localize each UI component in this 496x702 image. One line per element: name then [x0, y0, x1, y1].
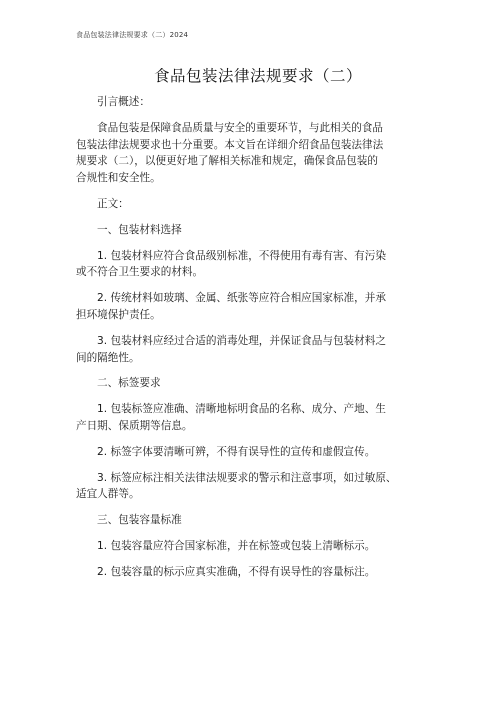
paragraph-line: 1. 包装标签应准确、清晰地标明食品的名称、成分、产地、生: [97, 403, 386, 416]
paragraph-line: 2. 包装容量的标示应真实准确，不得有误导性的容量标注。: [97, 565, 376, 578]
paragraph: [76, 444, 426, 461]
paragraph-line: 1. 包装材料应符合食品级别标准，不得使用有毒有害、有污染: [97, 249, 386, 262]
paragraph: [76, 120, 426, 187]
paragraph-line: 合规性和安全性。: [76, 172, 161, 185]
paragraph-line: 引言概述：: [97, 96, 150, 108]
paragraph-line: 担环境保护责任。: [76, 308, 161, 321]
paragraph-line: 二、标签要求: [97, 377, 161, 390]
paragraph-line: 1. 包装容量应符合国家标准，并在标签或包装上清晰标示。: [97, 539, 376, 552]
paragraph: [76, 333, 426, 367]
paragraph-line: 食品包装是保障食品质量与安全的重要环节，与此相关的食品: [97, 121, 384, 134]
paragraph: [76, 564, 426, 581]
paragraph-line: 2. 标签字体要清晰可辨，不得有误导性的宣传和虚假宣传。: [97, 445, 376, 458]
paragraph-line: 包装法律法规要求也十分重要。本文旨在详细介绍食品包装法律法: [76, 138, 384, 151]
paragraph-line: 三、包装容量标准: [97, 514, 182, 527]
paragraph-line: 产日期、保质期等信息。: [76, 419, 193, 432]
paragraph-line: 规要求（二），以便更好地了解相关标准和规定，确保食品包装的: [76, 155, 378, 168]
paragraph-line: 一、包装材料选择: [97, 223, 182, 236]
paragraph-line: 适宜人群等。: [76, 488, 140, 501]
document-body: [76, 94, 426, 590]
running-header: 食品包装法律法规要求（二）2024: [76, 31, 189, 39]
paragraph: [76, 290, 426, 324]
paragraph-line: 间的隔绝性。: [76, 351, 140, 364]
paragraph: [76, 401, 426, 435]
paragraph-line: 或不符合卫生要求的材料。: [76, 266, 204, 279]
section-heading: [76, 222, 426, 239]
paragraph: [76, 470, 426, 504]
section-heading: [76, 512, 426, 529]
paragraph-line: 3. 包装材料应经过合适的消毒处理，并保证食品与包装材料之: [97, 334, 386, 347]
paragraph-line: 正文：: [97, 197, 129, 210]
paragraph-line: 3. 标签应标注相关法律法规要求的警示和注意事项，如过敏原、: [97, 471, 397, 484]
section-heading: [76, 375, 426, 392]
paragraph: [76, 248, 426, 282]
paragraph: [76, 196, 426, 213]
paragraph: [76, 538, 426, 555]
document-title: 食品包装法律法规要求（二）: [153, 67, 362, 85]
paragraph-line: 2. 传统材料如玻璃、金属、纸张等应符合相应国家标准，并承: [97, 292, 386, 305]
paragraph: [76, 94, 426, 111]
